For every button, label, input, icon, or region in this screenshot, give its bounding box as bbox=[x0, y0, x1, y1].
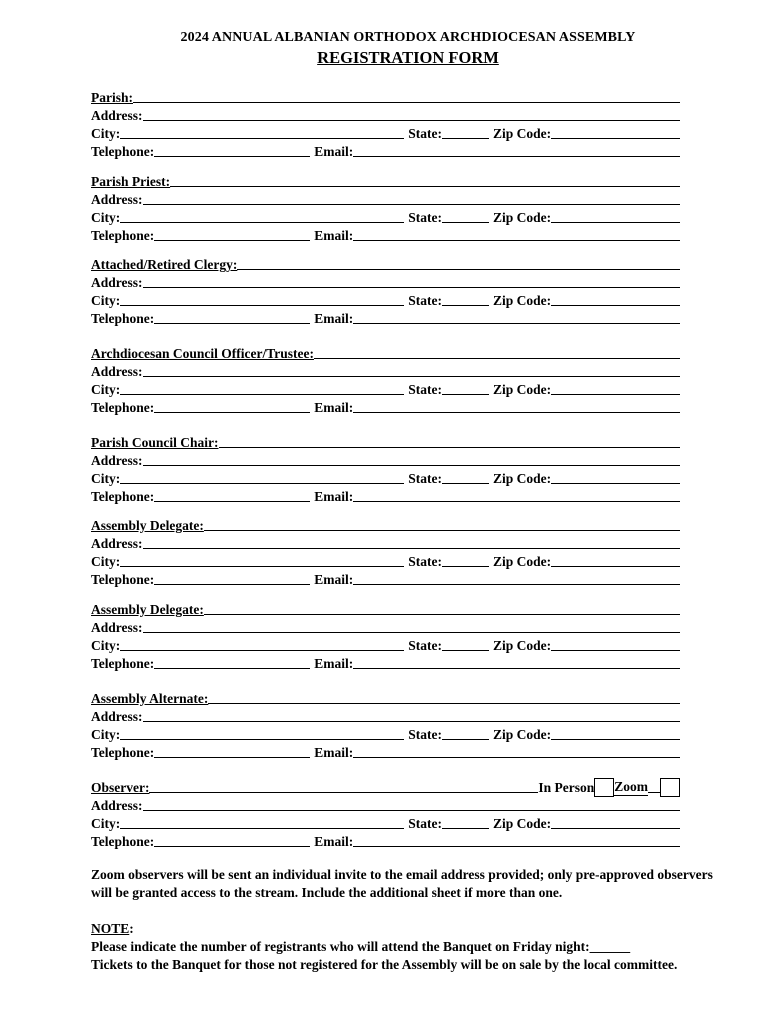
telephone-field[interactable] bbox=[154, 757, 310, 758]
telephone-email-row bbox=[91, 743, 680, 761]
email-field[interactable] bbox=[353, 846, 680, 847]
zip-code-field[interactable] bbox=[551, 739, 680, 740]
city-state-zip-row bbox=[91, 814, 680, 832]
city-label: City: bbox=[91, 382, 121, 397]
address-label: Address: bbox=[91, 620, 143, 635]
address-label: Address: bbox=[91, 108, 143, 123]
email-label: Email: bbox=[314, 572, 354, 587]
section-3 bbox=[91, 344, 680, 416]
telephone-field[interactable] bbox=[154, 846, 310, 847]
address-row bbox=[91, 362, 680, 380]
attendance-options bbox=[538, 778, 680, 796]
zip-code-field[interactable] bbox=[551, 483, 680, 484]
state-field[interactable] bbox=[442, 739, 489, 740]
address-field[interactable] bbox=[143, 548, 680, 549]
state-field[interactable] bbox=[442, 650, 489, 651]
address-row bbox=[91, 190, 680, 208]
state-field[interactable] bbox=[442, 483, 489, 484]
email-field[interactable] bbox=[353, 757, 680, 758]
telephone-field[interactable] bbox=[154, 240, 310, 241]
section-title-row bbox=[91, 172, 680, 190]
name-field[interactable] bbox=[208, 703, 680, 704]
city-field[interactable] bbox=[120, 305, 404, 306]
address-field[interactable] bbox=[143, 287, 680, 288]
email-field[interactable] bbox=[353, 323, 680, 324]
city-state-zip-row bbox=[91, 725, 680, 743]
telephone-email-row bbox=[91, 487, 680, 505]
address-row bbox=[91, 451, 680, 469]
section-7 bbox=[91, 689, 680, 761]
email-field[interactable] bbox=[353, 240, 680, 241]
state-field[interactable] bbox=[442, 394, 489, 395]
city-label: City: bbox=[91, 638, 121, 653]
zoom-underline bbox=[648, 792, 660, 793]
city-label: City: bbox=[91, 293, 121, 308]
city-state-zip-row bbox=[91, 380, 680, 398]
email-field[interactable] bbox=[353, 668, 680, 669]
note-heading: NOTE bbox=[91, 921, 130, 936]
section-title: Parish Priest: bbox=[91, 174, 171, 189]
telephone-label: Telephone: bbox=[91, 656, 155, 671]
name-field[interactable] bbox=[149, 792, 538, 793]
telephone-field[interactable] bbox=[154, 501, 310, 502]
telephone-label: Telephone: bbox=[91, 228, 155, 243]
email-field[interactable] bbox=[353, 412, 680, 413]
address-field[interactable] bbox=[143, 120, 680, 121]
zip-code-label: Zip Code: bbox=[493, 471, 552, 486]
section-title: Assembly Alternate: bbox=[91, 691, 209, 706]
section-title: Parish: bbox=[91, 90, 133, 105]
zip-code-label: Zip Code: bbox=[493, 382, 552, 397]
city-field[interactable] bbox=[120, 828, 404, 829]
zip-code-label: Zip Code: bbox=[493, 727, 552, 742]
zip-code-label: Zip Code: bbox=[493, 554, 552, 569]
telephone-email-row bbox=[91, 398, 680, 416]
name-field[interactable] bbox=[204, 530, 680, 531]
telephone-email-row bbox=[91, 142, 680, 160]
name-field[interactable] bbox=[219, 447, 680, 448]
address-field[interactable] bbox=[143, 810, 680, 811]
section-title: Assembly Delegate: bbox=[91, 518, 204, 533]
city-state-zip-row bbox=[91, 636, 680, 654]
address-row bbox=[91, 796, 680, 814]
name-field[interactable] bbox=[314, 358, 680, 359]
section-title: Archdiocesan Council Officer/Trustee: bbox=[91, 346, 314, 361]
telephone-field[interactable] bbox=[154, 584, 310, 585]
section-title: Parish Council Chair: bbox=[91, 435, 219, 450]
city-state-zip-row bbox=[91, 552, 680, 570]
address-label: Address: bbox=[91, 709, 143, 724]
section-8 bbox=[91, 778, 680, 850]
zip-code-label: Zip Code: bbox=[493, 293, 552, 308]
section-1 bbox=[91, 172, 680, 244]
address-row bbox=[91, 106, 680, 124]
city-field[interactable] bbox=[120, 138, 404, 139]
telephone-field[interactable] bbox=[154, 668, 310, 669]
telephone-label: Telephone: bbox=[91, 745, 155, 760]
section-title-row bbox=[91, 433, 680, 451]
address-row bbox=[91, 534, 680, 552]
section-title-row bbox=[91, 255, 680, 273]
state-field[interactable] bbox=[442, 305, 489, 306]
telephone-field[interactable] bbox=[154, 323, 310, 324]
city-state-zip-row bbox=[91, 208, 680, 226]
in-person-checkbox[interactable] bbox=[594, 778, 614, 797]
city-field[interactable] bbox=[120, 394, 404, 395]
state-label: State: bbox=[408, 293, 442, 308]
state-field[interactable] bbox=[442, 138, 489, 139]
city-label: City: bbox=[91, 210, 121, 225]
email-label: Email: bbox=[314, 489, 354, 504]
section-title: Assembly Delegate: bbox=[91, 602, 204, 617]
section-title: Observer: bbox=[91, 780, 150, 795]
email-field[interactable] bbox=[353, 501, 680, 502]
address-row bbox=[91, 618, 680, 636]
address-row bbox=[91, 273, 680, 291]
state-label: State: bbox=[408, 554, 442, 569]
state-label: State: bbox=[408, 471, 442, 486]
state-field[interactable] bbox=[442, 828, 489, 829]
section-5 bbox=[91, 516, 680, 588]
zip-code-field[interactable] bbox=[551, 650, 680, 651]
telephone-email-row bbox=[91, 654, 680, 672]
address-label: Address: bbox=[91, 798, 143, 813]
section-title-row bbox=[91, 689, 680, 707]
zip-code-field[interactable] bbox=[551, 222, 680, 223]
email-label: Email: bbox=[314, 656, 354, 671]
state-field[interactable] bbox=[442, 222, 489, 223]
telephone-label: Telephone: bbox=[91, 572, 155, 587]
city-state-zip-row bbox=[91, 469, 680, 487]
city-field[interactable] bbox=[120, 566, 404, 567]
zip-code-label: Zip Code: bbox=[493, 210, 552, 225]
email-label: Email: bbox=[314, 144, 354, 159]
banquet-count-line: Please indicate the number of registrants who will attend the Banquet on Friday night:______ bbox=[91, 939, 631, 954]
name-field[interactable] bbox=[204, 614, 680, 615]
address-field[interactable] bbox=[143, 376, 680, 377]
city-label: City: bbox=[91, 126, 121, 141]
name-field[interactable] bbox=[133, 102, 680, 103]
city-field[interactable] bbox=[120, 739, 404, 740]
address-label: Address: bbox=[91, 364, 143, 379]
zip-code-field[interactable] bbox=[551, 828, 680, 829]
telephone-label: Telephone: bbox=[91, 400, 155, 415]
address-field[interactable] bbox=[143, 465, 680, 466]
email-label: Email: bbox=[314, 228, 354, 243]
telephone-label: Telephone: bbox=[91, 834, 155, 849]
zip-code-field[interactable] bbox=[551, 566, 680, 567]
state-field[interactable] bbox=[442, 566, 489, 567]
state-label: State: bbox=[408, 126, 442, 141]
address-label: Address: bbox=[91, 192, 143, 207]
state-label: State: bbox=[408, 382, 442, 397]
section-title: Attached/Retired Clergy: bbox=[91, 257, 238, 272]
section-2 bbox=[91, 255, 680, 327]
state-label: State: bbox=[408, 210, 442, 225]
zoom-label: Zoom bbox=[614, 779, 648, 794]
address-field[interactable] bbox=[143, 721, 680, 722]
assembly-title: 2024 ANNUAL ALBANIAN ORTHODOX ARCHDIOCESAN ASSEMBLY bbox=[180, 30, 636, 45]
telephone-field[interactable] bbox=[154, 156, 310, 157]
telephone-label: Telephone: bbox=[91, 144, 155, 159]
telephone-email-row bbox=[91, 309, 680, 327]
section-0 bbox=[91, 88, 680, 160]
section-title-row bbox=[91, 344, 680, 362]
section-title-row bbox=[91, 516, 680, 534]
zoom-checkbox[interactable] bbox=[660, 778, 680, 797]
email-label: Email: bbox=[314, 400, 354, 415]
zip-code-label: Zip Code: bbox=[493, 638, 552, 653]
telephone-field[interactable] bbox=[154, 412, 310, 413]
state-label: State: bbox=[408, 816, 442, 831]
zip-code-field[interactable] bbox=[551, 138, 680, 139]
email-label: Email: bbox=[314, 745, 354, 760]
email-label: Email: bbox=[314, 834, 354, 849]
section-title-row bbox=[91, 778, 680, 796]
city-state-zip-row bbox=[91, 124, 680, 142]
address-row bbox=[91, 707, 680, 725]
city-field[interactable] bbox=[120, 650, 404, 651]
city-field[interactable] bbox=[120, 222, 404, 223]
address-label: Address: bbox=[91, 453, 143, 468]
telephone-email-row bbox=[91, 226, 680, 244]
section-title-row bbox=[91, 88, 680, 106]
form-title: REGISTRATION FORM bbox=[317, 48, 499, 67]
telephone-label: Telephone: bbox=[91, 311, 155, 326]
address-label: Address: bbox=[91, 275, 143, 290]
zip-code-field[interactable] bbox=[551, 305, 680, 306]
email-field[interactable] bbox=[353, 584, 680, 585]
zip-code-label: Zip Code: bbox=[493, 126, 552, 141]
address-field[interactable] bbox=[143, 204, 680, 205]
city-label: City: bbox=[91, 554, 121, 569]
name-field[interactable] bbox=[170, 186, 680, 187]
city-state-zip-row bbox=[91, 291, 680, 309]
city-label: City: bbox=[91, 727, 121, 742]
email-label: Email: bbox=[314, 311, 354, 326]
zip-code-label: Zip Code: bbox=[493, 816, 552, 831]
section-title-row bbox=[91, 600, 680, 618]
note-heading-colon: : bbox=[129, 921, 134, 936]
section-4 bbox=[91, 433, 680, 505]
state-label: State: bbox=[408, 727, 442, 742]
zip-code-field[interactable] bbox=[551, 394, 680, 395]
state-label: State: bbox=[408, 638, 442, 653]
address-label: Address: bbox=[91, 536, 143, 551]
address-field[interactable] bbox=[143, 632, 680, 633]
zoom-observer-note: Zoom observers will be sent an individual invite to the email address provided; only pre-approved observers will be granted access to the stream. Include the additional sheet if more than one. bbox=[91, 867, 713, 900]
name-field[interactable] bbox=[237, 269, 680, 270]
in-person-label: In Person bbox=[538, 780, 595, 795]
telephone-email-row bbox=[91, 570, 680, 588]
banquet-tickets-line: Tickets to the Banquet for those not registered for the Assembly will be on sale by the local committee. bbox=[91, 957, 678, 972]
telephone-email-row bbox=[91, 832, 680, 850]
telephone-label: Telephone: bbox=[91, 489, 155, 504]
city-label: City: bbox=[91, 471, 121, 486]
note-block bbox=[91, 920, 731, 974]
city-field[interactable] bbox=[120, 483, 404, 484]
section-6 bbox=[91, 600, 680, 672]
email-field[interactable] bbox=[353, 156, 680, 157]
city-label: City: bbox=[91, 816, 121, 831]
